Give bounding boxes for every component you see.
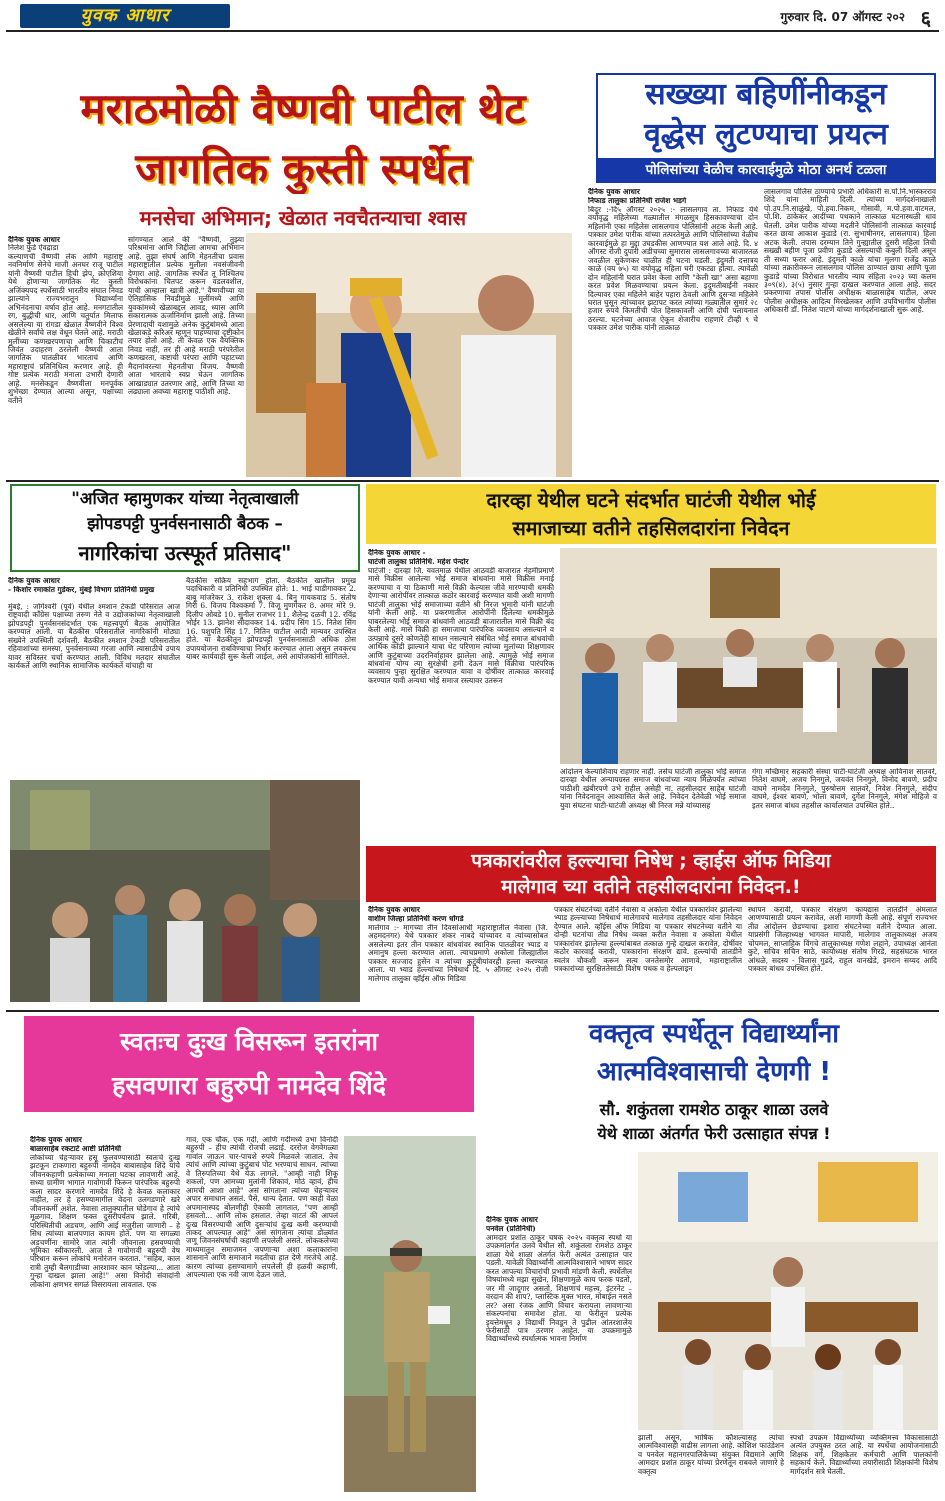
story3-photo [10,780,360,1002]
story5-headline-line1: पत्रकारांवरील हल्ल्याचा निषेध ; व्हाईस ऑफ मिडिया [471,850,831,872]
story3-column1: मुंबई, : जोगेश्वरी (पूर्व) येथील श्मशान टेकडी परिसरात आज राष्ट्रवादी काँग्रेस पक्षाच्या तरुण नेते व उद्योजकांच्या नेतृत्वाखाली झोपडपट्टी पुनर्वसनसंदर्भात एक महत्त्वपूर्ण बैठक आयोजित करण्यात आली. या बैठकीस परिसरातील नागरिकांनी मोठ्या संख्येने उपस्थिती दर्शवली. बैठकीत श्मशान टेकडी परिसरातील रहिवाशांच्या समस्या, पुनर्वसनाच्या गरजा आणि त्यासाठीचे उपाय यावर सविस्तर चर्चा करण्यात आली. विविध मतदार संघातील कार्यकर्ते आणि स्थानिक सामाजिक कार्यकर्ते यांचाही या [8,603,180,671]
story2-column1: बिंदूर :-दि५ ऑगस्ट २०२५ :- लासलगाव ता. निफाड येथे वयोवृद्ध महिलेच्या गळ्यातील मंगळसूत्र हिसकावण्याचा दोन महिलांनी एका महिलेस लासलगाव पोलिसांनी अटक केली आहे. पत्रकार उमेश पारीक यांच्या तत्परतेमुळे आणि पोलिसांच्या वेळीच कारवाईमुळे हा मुद्दा उघडकीस आणण्यात यश आले आहे. दि. ४ ऑगस्ट रोजी दुपारी अडीचच्या सुमारास लासलगावच्या बाजारतळ जवळील सुकेणकर चाळीत ही घटना घडली. इंदुमती दत्तात्रय काळे (वय ७५) या वयोवृद्ध महिला घरी एकट्या होत्या. त्यावेळी दोन महिलांनी घरात प्रवेश केला आणि "केली खा" असा बहाणा करत प्रवेश मिळवण्याचा प्रयत्न केला. इदुमतीबाईंनी नकार दिल्यावर एका महिलेने बाहेर पहारा ठेवली आणि दुसऱ्या महिलेने घरात घुसून त्यांच्यावर झटापट करत त्यांच्या गळ्यातील सुमारे २८ हजार रुपये किमतीची पोत हिसकावली आणि दोघी पलायनात ठरल्या. घटनेच्या आवाज ऐकून शेजारीच राहणारे टीव्ही ९ चे पत्रकार उमेश पारीक यांनी तात्काळ [588,206,758,333]
divider-upper [6,480,939,482]
story3-headline-line2: झोपडपट्टी पुनर्वसनासाठी बैठक – [87,514,283,533]
story5-column3: स्थापन करावी, पत्रकार संरक्षण कायद्यास तातडीने अंमलात आणण्यासाठी प्रयत्न करावेत, अशी मागणी केली आहे. संपूर्ण राज्यभर तीव्र आंदोलन छेडण्याचा इशारा संघटनेच्या वतीने देण्यात आला. याप्रसंगी जिल्हाध्यक्ष भागवत मापारी, मालेगाव तालुकाध्यक्ष अजय चोपमल, साप्ताहिक विंगचे तालुकाध्यक्ष गणेश लहाने, उपाध्यक्ष आनंता कुटे, सचिव सचिन साठे, कार्याध्यक्ष संतोष गिरडे, सहसंघटक भारत आंधळे, सदस्य - विलास गुढदे, राहूल वानखेडे, इमरान सय्यद आदि पत्रकार बांधव उपस्थित होते. [748,906,937,974]
page-number: ६ [920,6,931,30]
story7-column1: आमदार प्रशांत ठाकूर चषक २०२५ वक्तृत्व स्पर्धा या उपक्रमांतर्गत उलवे येथील सौ. शकुंतला रामशेठ ठाकूर शाळा येथे शाळा अंतर्गत फेरी अत्यंत उत्साहात पार पडली. यावेळी विद्यार्थ्यांनी आत्मविश्वासाने भाषण सादर करत आपल्या विचारांची प्रभावी मांडणी केली. स्पर्धेतील विषयांमध्ये मझा सुखेन, शिक्षणामुळे काय फरक पडतो, जर मी जादूगार असतो, शिक्षणाचं महत्त्व, इंटरनेट – वरदान की शाप?, प्लास्टिक मुक्त भारत, मोबाईल नसते तर? असा रंजक आणि विचार करायला लावणाऱ्या संकल्पनांचा समावेश होता. या फेरीतून प्रत्येक इयत्तेमधून ३ विद्यार्थी निवडून ते पुढील आंतरशालेय फेरीसाठी पात्र ठरणार आहेत. या उपक्रमामुळे विद्यार्थ्यांमध्ये स्पर्धात्मक भावना निर्माण [486,1234,632,1344]
story1-photo [246,233,572,477]
story7-column3: स्पर्धा उपक्रम विद्यार्थ्यांच्या व्यक्तिमत्त्व विकासासाठी अत्यंत उपयुक्त ठरत आहे. या स्पर्धेचा आयोजनासाठी शिक्षक वर्ग, शिक्षकेतर कर्मचारी आणि पालकांनी सहकार्य केले. विद्यार्थ्यांच्या तयारीसाठी शिक्षकांनी विशेष मार्गदर्शन सत्रे घेतली. [790,1434,938,1476]
story1-headline-line2: जागतिक कुस्ती स्पर्धेत [135,144,471,193]
story6-headline-line2: हसवणारा बहुरुपी नामदेव शिंदे [112,1071,386,1100]
story2-headline-line1: सख्ख्या बहिणींनीकडून [645,77,887,112]
memorandum-submission-photo [560,548,937,764]
story1-subhead: मनसेचा अभिमान; खेळात नवचैतन्याचा श्वास [139,206,467,230]
story1-byline2: निलेश फुंडे ऐवद्राडा [8,244,59,252]
story7-byline2: पनवेल (प्रतिनिधी) [486,1225,536,1233]
story5-byline1: दैनिक युवक आधार [368,906,420,914]
story7-photo [638,1152,938,1430]
classroom-speech-competition-photo [638,1152,938,1430]
story7-headline-line2: आत्मविश्वासाची देणगी ! [596,1057,832,1087]
story7-byline1: दैनिक युवक आधार [486,1216,538,1224]
story7-column2: झाली असून, भाषिक कौशल्यासह त्यांचा आत्मविश्वासही वाढीस लागला आहे. कोशिश फाउंडेशन व पनवेल महानगरपालिकेच्या संयुक्त विद्यमाने आणि आमदार प्रशांत ठाकूर यांच्या प्रेरणेतून राबवले जाणारे हे वक्तृत्व [638,1434,784,1476]
story1-byline1: दैनिक युवक आधार [8,236,60,244]
story4-column2: आंदोलन केल्याशिवाय राहणार नाही. तसेच घाटंजी तालुका भोई समाज दारव्हा येथील अन्यायग्रस्त समाज बांधवांच्या न्याय मिळेपर्यंत त्यांच्या पाठीशी खंबीरपणे उभे राहील असेही ना. तहसीलदार साहेब घाटंजी यांना निवेदनातून आश्वासित केले आहे. निवेदन देतेवेळी भोई समाज युवा संघटना घाटी-घाटंजी अध्यक्ष श्री निरज मन्ने यांच्यासह [560,768,746,810]
story4-column1: घाटंजी : दारव्हा जि. यवतमाळ येथील आठवडी बाजारात नेहमीप्रमाणे मासे विक्रीस आलेल्या भोई समाज बांधवांना मासे विक्रीस मनाई करण्याचा व या ठिकाणी मासे विक्री केल्यास जीवे मारण्याची धमकी देणाऱ्या आरोपींवर तात्काळ कठोर कारवाई करण्यात यावी अशी मागणी घाटंजी तालुका भोई समाजाच्या वतीने श्री निरज भूमारी यांनी घाटंजी यांनी केली आहे. या प्रकरणातील आरोपींनी दिलेल्या धमकीमुळे घाबरलेल्या भोई समाज बांधवांनी आठवडी बाजारातील मासे विक्री बंद केली आहे. मासे विक्री हा समाजाचा पारंपरिक व्यवसाय असल्याने व उत्पन्नाचे दुसरे कोणतेही साधन नसल्याने संबंधित भोई समाज बांधवांची आर्थिक कोंडी झाल्याने याचा थेट परिणाम त्यांच्या मुलांच्या शिक्षणावर आणि कुटुंबाच्या उदरनिर्वाहावर झालेला आहे. त्यामुळे भोई समाज बांधवांना योग्य त्या सुरक्षेची हमी देऊन मासे विक्रीचा पारंपरिक व्यवसाय पुन्हा सुरक्षित करण्यात यावा व दोषींवर तात्काळ कारवाई करण्यात यावी अन्यथा भोई समाज रस्त्यावर उतरून [368,567,554,685]
story1-column2: सांगण्यात आले की "वैष्णवी, तुझ्या परिश्रमांना आणि जिद्दीला आमचा अभिमान आहे. तुझा संघर्ष आणि मेहनतीचा प्रवास महाराष्ट्रातील प्रत्येक मुलीला नवसंजीवनी देणारा आहे. जागतिक स्पर्धेत तू निश्चितच विरोधकांना चितपट करून वडलवशील, याची आम्हाला खात्री आहे." वैष्णवीच्या या ऐतिहासिक निवडीमुळे मुलींमध्ये आणि युवकांमध्ये खेळाबद्दल आवड, ध्यास आणि सकारात्मक ऊर्जानिर्माण झाली आहे. तिच्या प्रेरणादायी यशामुळे अनेक कुटुंबांमध्ये आता खेळाकडे करिअर म्हणून पाहण्याचा दृष्टीकोन तयार होतो आहे. ती केवळ एक वैयक्तिक निवड नाही, तर ही आहे मराठी परंपरेतील कणखरता, कष्टाची परंपरा आणि पहाटच्या मैदानांवरल्या मेहनतीचा विजय. वैष्णवी आता भारताचे स्वप्न घेऊन जागतिक आखाड्यात उतरणार आहे, आणि तिच्या या लढ्याला अवघ्या महाराष्ट्र पाठीशी आहे. [128,236,244,397]
story4-photo [560,548,937,764]
story3-headline-line1: "अजित म्हामुणकर यांच्या नेतृत्वाखाली [71,489,299,508]
story4-column3: गंगा मच्छिमार सहकारी संस्था घाटी-घाटंजी अध्यक्ष आविनाश सातवरे, नितेश वाघमे, अजय निनगुले, जयवंत निनगुले, विनोद बावणे, प्रदीप वाघमे नामदेव निनगुले, पुरुषोत्तम सातवरे, निवेश निनगुले, संदीप वाघमे, ईश्वर बावणे, भोला बावणे, दुर्गेश निनगुले, मंगेश मोहिजे व इतर समाज बांधव तहसील कार्यालयात उपस्थित होते.. [752,768,937,810]
story6-byline2: बाळासाहेब रकटाटे आष्टी प्रतिनिधी [30,1145,122,1153]
story2-column2: लासलगाव पोलिस ठाण्याचे प्रभारी अधिकारी स.पो.नि.भास्करराव शिंदे यांना माहिती दिली. त्यांच्या मार्गदर्शनाखाली पो.उप.नि.साळुंखे, पो.हवा.निकम, गोसावी, म.पो.हवा.वाटमल, पो.शि. ठाकेकर आदींच्या पथकाने तात्काळ घटनास्थळी धाव घेतली. उमेश पारीक यांच्या मदतीने पोलिसांनी तात्काळ कारवाई करत छाया आकाश कुडाडे (रा. सुभाषीनगर, लासलगाव) हिला अटक केली. तपास दरम्यान तिने गुन्ह्यातील दुसरी महिला तिची सख्खी बहीण पूजा प्रवीण कुडाडे असल्याची कबुली दिली असून ती सध्या फरार आहे. इंदुमती काळे यांचा मुलगा राजेंद्र काळे यांच्या तक्रारीवरून लासलगाव पोलिस ठाण्यात छाया आणि पूजा कुडाडे यांच्या विरोधात भारतीय न्याय संहिता २०२३ च्या कलम ३०९(४), ३(५) नुसार गुन्हा दाखल करण्यात आला आहे. सदर प्रकरणाचा तपास पोलीस अधीक्षक बाळासाहेब पाटील, अपर पोलीस अधीक्षक आदित्य मिरखेलकर आणि उपविभागीय पोलीस अधिकारी डॉ. नितेश पाटणे यांच्या मार्गदर्शनाखाली सुरू आहे. [764,188,936,315]
story7-subhead-line2: येथे शाळा अंतर्गत फेरी उत्साहात संपन्न ! [597,1124,831,1143]
story1-headline-line1: मराठमोळी वैष्णवी पाटील थेट [80,84,526,133]
story2-strap: पोलिसांच्या वेळीच कारवाईमुळे मोठा अनर्थ टळला [596,158,936,183]
bahurupi-artist-photo [344,1136,476,1492]
issue-date: गुरुवार दि. 07 ऑगस्ट २०२ [780,10,905,24]
newspaper-logo: युवक आधार [20,4,230,28]
story5-column2: पत्रकार संघटनेच्या वतीने नेवासा व अकोला येथील पत्रकारांवर झालेल्या भ्याड हल्ल्याच्या निषेधार्थ मालेगावचे मालेगाव तहसीलदार यांना निवेदन देण्यात आले. व्हॉईस ऑफ मिडिया या पत्रकार संघटनेच्या वतीने या दोन्ही घटनांचा तीव्र निषेध व्यक्त करीत नेवासा व अकोला येथील पत्रकारांवर झालेल्या हल्ल्यांबाबत तत्काळ गुन्हे दाखल करावेत, दोषींवर कठोर कारवाई करावी, पत्रकारांना संरक्षण द्यावे. हल्ल्यांची तातडीने स्वतंत्र चौकशी करून सत्य जनतेसमोर आणावे, महाराष्ट्रातील पत्रकारांच्या सुरक्षिततेसाठी विशेष पथक व हेल्पलाइन [554,906,742,974]
story4-headline-line1: दारव्हा येथील घटने संदर्भात घाटंजी येथील भोई [486,489,816,512]
story3-byline1: दैनिक युवक आधार [8,577,60,585]
story3-headline-line3: नागरिकांचा उत्स्फूर्त प्रतिसाद" [78,541,292,565]
story7-headline-line1: वक्तृत्व स्पर्धेतून विद्यार्थ्यांना [588,1019,840,1049]
story1-column1: कल्याणची वैष्णवी लेक आणि महाराष्ट्र नवनिर्माण सेनेचे माजी अनघर राजू पाटील यांनी वैष्णवी पाटील हिची झेप, क्रोएशिया येथे होणाऱ्या जागतिक मेट कुस्ती अजिंक्यपद स्पर्धेसाठी भारतीय संघात निवड झाल्याने राज्यभरातून विद्यार्थ्यांना अभिनंदनाचा वर्षाव होत आहे. मनगटातील रग, बुद्धीची धार, आणि चतुर्यात मिलाफ असलेल्या या रांगडा खेळात वैष्णवीने विश्व खेळीने सर्वांचे लक्ष वेधून घेतले आहे. मराठी मुलींच्या कणखरपणाचा आणि चिकाटीचं जिवंत उदाहरण ठरलेली वैष्णवी आता जागतिक पातळीवर भारताचं आणि महाराष्ट्राचं प्रतिनिधित्व करणार आहे. ही गोष्ट प्रत्येक मराठी मनाला उभारी देणारी आहे. मनसेकडून वैष्णवीला मनपूर्वक शुभेच्छा देण्यात आल्या असून, पक्षाच्या वतीने [8,253,123,405]
story6-column2: गाव, एक चौक, एक गर्दी, आणि गर्दीमध्ये उभा विनोदी बहुरुपी – हीच त्यांची रोजची लढाई. दररोज वेगवेगळ्या गावांत जाऊन चार-पाचशे रुपये मिळवले जातात. तेच त्यांचं आणि त्यांच्या कुटुंबाचं पोट भरण्याचं साधन. त्यांच्या वे तिरुपतिच्या येथे येऊ लागले. "आम्ही नाही शिकू शकलो, पण आमच्या मुलांनी शिकावं, मोठं व्हावं, हीच आमची आशा आहे" असं सांगताना त्यांच्या चेहऱ्यावर अपार समाधान असतं. पैसे, धान्य देतात. पण काही वेळा अपमानास्पद बोलणीही ऐकावी लागतात, "पण आम्ही हसवतो... आणि लोक हसतात. तेव्हा वाटतं की आपलं दुःख विसरण्याची आणि दुसऱ्यांचं दुःख कमी करण्याची ताकद आपल्यात आहे" असं सांगताना त्यांचा डोळ्यांत जणू जिवनसंघर्षाची कहाणी लपलेली असते. लोककलेच्या माध्यमातून समाजमन जपणाऱ्या अशा कलाकारांना शासनाने आणि समाजाने मदतीचा हात देणे गरजेचे आहे. कारण त्यांच्या हसण्यामागे लपलेली ही हळवी कहाणी, आपल्याला एक नवी जाण देऊन जाते. [186,1136,338,1280]
story4-byline1: दैनिक युवक आधार - [368,549,426,557]
story2-byline1: दैनिक युवक आधार [588,188,640,196]
divider-lower [6,1010,939,1012]
story6-column1: लोकांच्या चेहऱ्यावर हसू फुलवण्यासाठी स्वतःचे दुःख झटकून टाकणारा बहुरुपी नामदेव बाबासाहेब शिंदे यांचे जीवनकहाणी प्रत्येकाच्या मनाला घटका लावणारी आहे. सध्या ग्रामीण भागात गावोगावी फिरून पारंपरिक बहुरुपी कला सादर करणारे नामदेव शिंदे हे केवळ कलाकार नाहीत, तर हे हसण्यामागील वेदना उलगडणारे खरे जीवनकर्मी अशेत. नेवासा तालुक्यातील घोडेगाव हे त्यांचे मूळगाव. शिक्षण फक्त दुसरीपर्यंतच झाले. गरिबी, परिस्थितीची अडचण, आणि आई मजुरीला जाणारी – हे सिध त्यांच्या बालपणात कायम होते. पण या सगळ्या अडचणींना सामोरे जात त्यांनी जीवनाला हसवण्याची भूमिका स्वीकारली. आज ते गावोगावी बहुरुपी वेष परिधान करून लोकांचे मनोरंजन करतात. "साहेब, काल रात्री तुम्ही बैलगाडीच्या आरशावर कान फोडल्या... आता गुन्हा दाखल झाला आहे!" असा विनोदी संवादांनी लोकांना क्षणभर सगळं विसरायला लावतात. एक [30,1154,180,1289]
story4-headline-line2: समाजाच्या वतीने तहसिलदारांना निवेदन [512,517,790,540]
story5-column1: मालेगाव :- मागच्या तीन दिवसांआधी महाराष्ट्रातील नेवासा (जि. अहमदनगर) येथे पत्रकार शंकर नाबदे यांच्यावर व त्यांच्यासोबत असलेल्या इतर तीन पत्रकार बांधवांवर स्थानिक पातळीवर भ्याड व अमानुष हल्ला करण्यात आला. त्याचप्रमाणे अकोला जिल्ह्यातील पत्रकार सज्जाद हुसेन व त्यांच्या कुटुंबीयांवरही हल्ला करण्यात आला. या भ्याड हल्ल्यांच्या निषेधार्थ दि. ५ ऑगस्ट २०२५ रोजी मालेगाव तालुका व्हॉईस ऑफ मिडिया [368,924,548,983]
story3-column2: बैठकीस सक्रिय सहभाग होता. बैठकीत खालील प्रमुख पदाधिकारी व प्रतिनिधी उपस्थित होते: 1. भाई घाडीगावकर 2. बाबू मांजरेकर 3. राकेश शुक्ला 4. बिनु गायकवाड 5. संतोष गिरी 6. विजय विश्वकर्मा 7. विजू मुणगेकर 8. अमर मोरे 9. दिलीप ओबडे 10. सुनील राजभर 11. शैलेन्द्र दळवी 12. रविंद्र भोईर 13. झानेश सीदावकर 14. प्रदीप सिंग 15. नितेश सिंग 16. पशुपति सिंह 17. नितिन पाटील आदी मान्यवर उपस्थित होते. या बैठकीतून झोपडपट्टी पुनर्वसनासाठी अधिक ठोस उपाययोजना राबविण्याचा निर्धार करण्यात आला असून लवकरच याबर कार्यवाही सुरू केली जाईल, असे आयोजकांनी सांगितले. [186,577,356,662]
story2-headline-line2: वृद्धेस लुटण्याचा प्रयत्न [644,117,888,152]
story6-byline1: दैनिक युवक आधार [30,1136,82,1144]
story7-subhead-line1: सौ. शकुंतला रामशेठ ठाकूर शाळा उलवे [599,1100,829,1119]
story5-byline2: वाशीम जिल्हा प्रतिनिधी करण धोंगडे [368,915,464,923]
meeting-crowd-photo [10,780,360,1002]
story3-byline2: - किशोर रमाकांत गुडेकर, मुंबई विभाग प्रतिनिधी प्रमुख [8,586,155,594]
story4-byline2: घाटंजी तालुका प्रतिनिधि. महेश पेन्दोर [368,558,469,566]
story2-byline2: निफाड तालुका प्रतिनिधी राजेश भडगे [588,197,687,205]
story5-headline-line2: मालेगाव च्या वतीने तहसीलदारांना निवेदन.! [501,876,801,898]
story6-headline-line1: स्वतःच दुःख विसरून इतरांना [120,1027,378,1056]
story6-photo [344,1136,476,1492]
wrestler-felicitation-photo [246,233,572,477]
